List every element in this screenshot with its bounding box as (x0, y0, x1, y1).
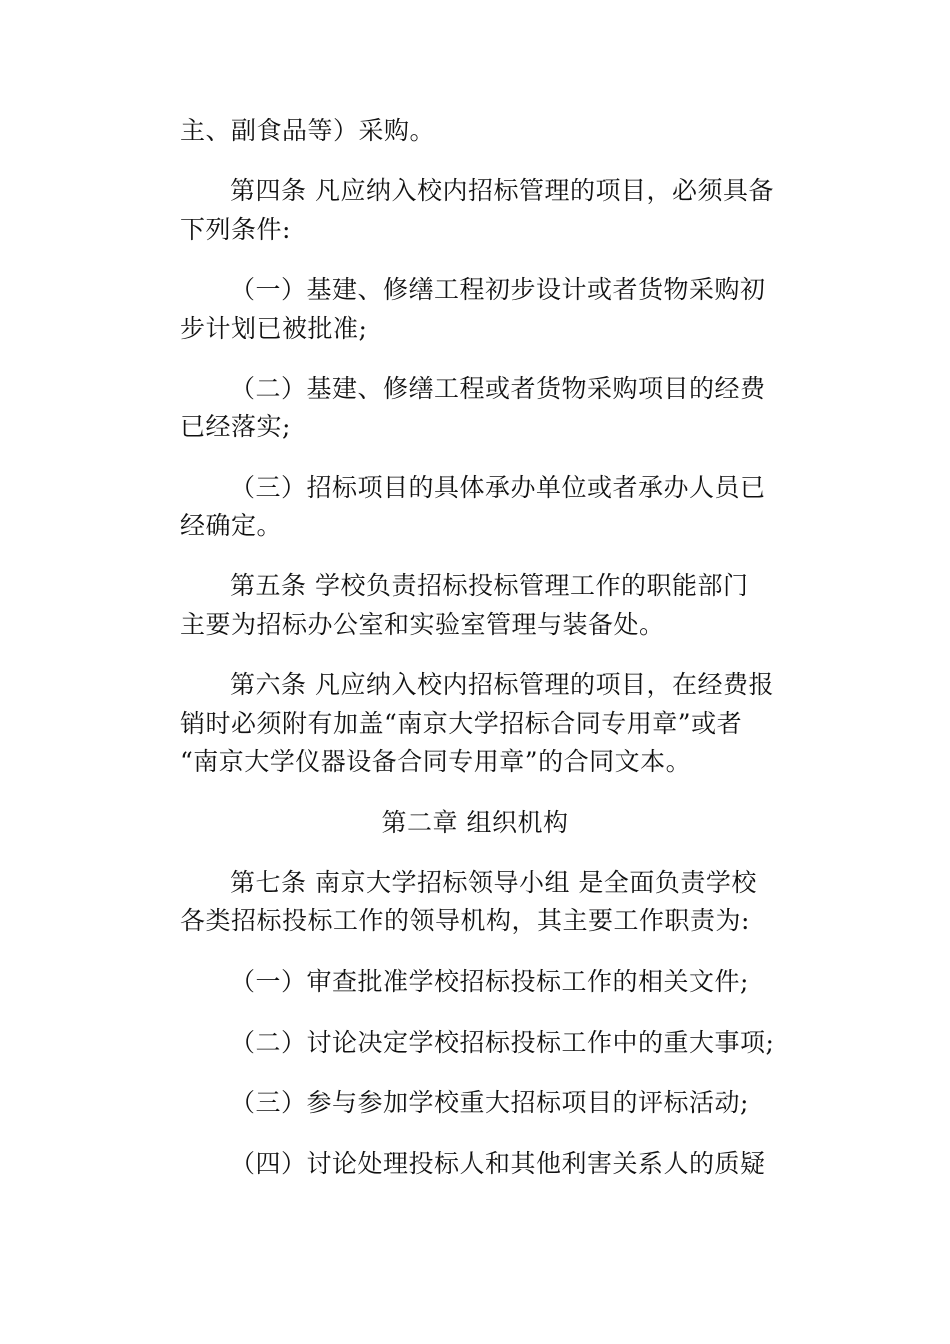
list-item-line: （二）基建、修缮工程或者货物采购项目的经费 (230, 374, 766, 403)
text-line: 主、副食品等）采购。 (180, 116, 436, 145)
list-item-line: （一）基建、修缮工程初步设计或者货物采购初 (230, 275, 766, 304)
text-line: 下列条件: (180, 215, 291, 244)
list-item-line: （三）参与参加学校重大招标项目的评标活动; (230, 1088, 749, 1117)
text-line: 各类招标投标工作的领导机构，其主要工作职责为: (180, 906, 750, 935)
text-line: 经确定。 (180, 511, 283, 540)
list-item-line: （三）招标项目的具体承办单位或者承办人员已 (230, 473, 766, 502)
text-line: 步计划已被批准; (180, 314, 368, 343)
text-line: “南京大学仪器设备合同专用章”的合同文本。 (180, 747, 692, 776)
article-5-heading-line: 第五条 学校负责招标投标管理工作的职能部门 (230, 571, 749, 600)
chapter-heading: 第二章 组织机构 (381, 808, 569, 837)
text-line: 销时必须附有加盖“南京大学招标合同专用章”或者 (180, 709, 743, 738)
list-item-line: （一）审查批准学校招标投标工作的相关文件; (230, 967, 749, 996)
list-item-line: （四）讨论处理投标人和其他利害关系人的质疑 (230, 1149, 766, 1178)
text-line: 已经落实; (180, 412, 291, 441)
article-6-heading-line: 第六条 凡应纳入校内招标管理的项目，在经费报 (230, 670, 774, 699)
article-7-heading-line: 第七条 南京大学招标领导小组 是全面负责学校 (230, 868, 757, 897)
article-4-heading-line: 第四条 凡应纳入校内招标管理的项目，必须具备 (230, 176, 774, 205)
text-line: 主要为招标办公室和实验室管理与装备处。 (180, 610, 665, 639)
list-item-line: （二）讨论决定学校招标投标工作中的重大事项; (230, 1028, 775, 1057)
